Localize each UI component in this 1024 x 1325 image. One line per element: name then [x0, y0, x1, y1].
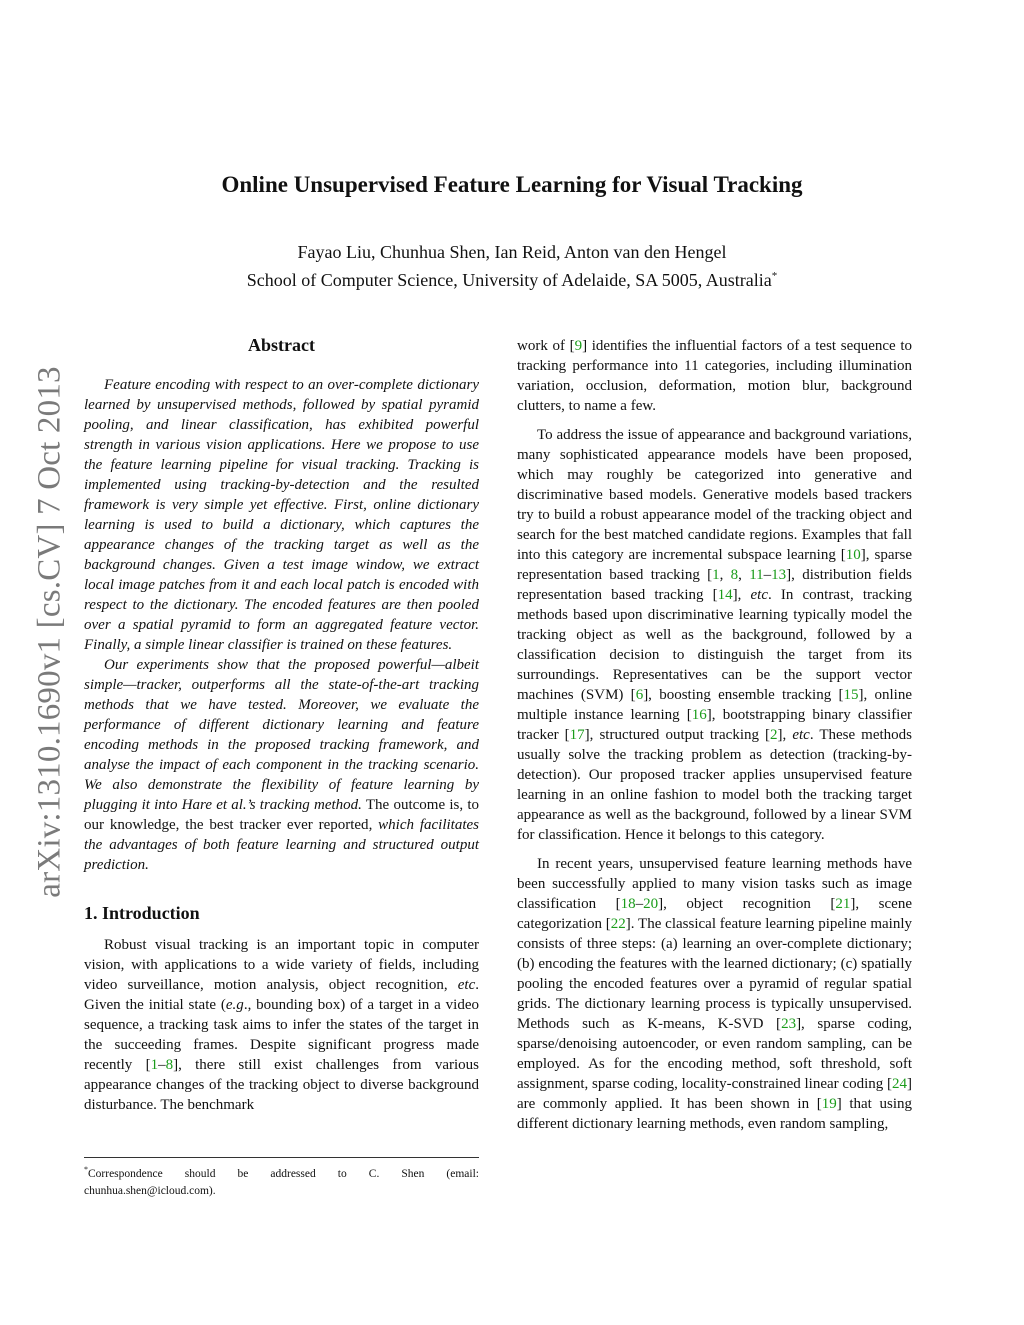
citation-link[interactable]: 18 [620, 896, 636, 912]
text-run: ] are commonly applied. It has been shown in [ [517, 1076, 912, 1112]
text-run: etc [457, 977, 476, 993]
text-run: ]. The classical feature learning pipeline mainly consists of three steps: (a) learning an over-complete dictionary; (b) encoding the features with the learned dictionary; (c) spatially pooling the encoded features over a pyramid of regular spatial grids. The dictionary learning process is typically unsupervised. Methods such as K-means, K-SVD [ [517, 916, 912, 1032]
citation-link[interactable]: 9 [574, 338, 583, 354]
text-run: ], structured output tracking [ [584, 727, 771, 743]
abstract-section [84, 333, 479, 875]
citation-link[interactable]: 24 [892, 1076, 907, 1092]
citation-link[interactable]: 13 [771, 567, 787, 583]
paper-title: Online Unsupervised Feature Learning for Visual Tracking [221, 172, 803, 197]
arxiv-stamp: arXiv:1310.1690v1 [cs.CV] 7 Oct 2013 [31, 366, 68, 898]
text-run: ], sparse coding, sparse/denoising autoencoder, or even random sampling, can be employed. As for the encoding method, soft threshold, soft assignment, sparse coding, locality-constrained linear coding [ [517, 1016, 913, 1092]
citation-link[interactable]: 16 [691, 707, 707, 723]
text-run: ], [777, 727, 793, 743]
text-run: ], bootstrapping binary classifier tracker [ [517, 707, 913, 743]
text-run: – [635, 896, 644, 912]
citation-link[interactable]: 15 [843, 687, 859, 703]
citation-link[interactable]: 2 [770, 727, 778, 743]
citation-link[interactable]: 21 [835, 896, 851, 912]
footnote [84, 1157, 479, 1200]
citation-link[interactable]: 8 [730, 567, 739, 583]
text-run: – [158, 1057, 166, 1073]
citation-link[interactable]: 10 [845, 547, 861, 563]
citation-link[interactable]: 1 [712, 567, 720, 583]
citation-link[interactable]: 11 [749, 567, 764, 583]
citation-link[interactable]: 17 [569, 727, 585, 743]
abstract-p2-text: Our experiments show that the proposed powerful—albeit simple—tracker, outperforms all the state-of-the-art tracking methods that we have tested. Moreover, we evaluate the performance of different dictionary learning and feature encoding methods in the proposed tracking framework, and analyse the impact of each component in the tracking scenario. We also demonstrate the flexibility of feature learning by plugging it into Hare et al.’s tracking method. [84, 657, 479, 813]
intro-paragraph-1 [84, 935, 479, 1115]
right-paragraph-2 [517, 425, 912, 845]
text-run: . In contrast, tracking methods based upon discriminative learning typically model the tracking object as well as the background, followed by a classification decision to distinguish the target from its surroundings. Representatives can be the support vector machines (SVM) [ [517, 587, 912, 703]
text-run: ], boosting ensemble tracking [ [643, 687, 844, 703]
citation-link[interactable]: 14 [717, 587, 733, 603]
text-run: . Given the initial state ( [84, 977, 479, 1013]
text-run: ] that using different dictionary learning methods, even random sampling, [517, 1096, 912, 1132]
right-paragraph-1 [517, 336, 912, 416]
text-run: ], object recognition [ [658, 896, 836, 912]
abstract-heading: Abstract [248, 335, 315, 355]
abstract-p2-upright: The outcome is, to our knowledge, the best tracker ever reported [84, 797, 479, 833]
right-paragraph-3 [517, 854, 912, 1134]
author-list: Fayao Liu, Chunhua Shen, Ian Reid, Anton van den Hengel [297, 242, 727, 262]
affiliation-text: School of Computer Science, University of Adelaide, SA 5005, Australia [246, 270, 772, 290]
text-run: etc [750, 587, 768, 603]
abstract-p2-end: , which facilitates the advantages of both feature learning and structured output prediction. [84, 817, 479, 873]
citation-link[interactable]: 6 [635, 687, 644, 703]
text-run: ], online multiple instance learning [ [517, 687, 912, 723]
text-run: ] identifies the influential factors of a test sequence to tracking performance into 11 categories, including illumination variation, occlusion, deformation, motion blur, background clutters, to name a few. [517, 338, 912, 414]
text-run: etc [792, 727, 810, 743]
text-run: ], distribution fields representation based tracking [ [517, 567, 912, 603]
citation-link[interactable]: 20 [643, 896, 659, 912]
footnote-text: Correspondence should be addressed to C. Shen (email: chunhua.shen@icloud.com). [84, 1167, 479, 1197]
section-heading-introduction: 1. Introduction [84, 903, 200, 923]
abstract-paragraph-2 [84, 655, 479, 875]
abstract-paragraph-1: Feature encoding with respect to an over-complete dictionary learned by unsupervised methods, followed by spatial pyramid pooling, and linear classification, has exhibited powerful strength in various vision applications. Here we propose to use the feature learning pipeline for visual tracking. Tracking is implemented using tracking-by-detection and the resulted framework is very simple yet effective. First, online dictionary learning is used to build a dictionary, which captures the appearance changes of the tracking target as well as the background changes. Given a test image window, we extract local image patches from it and each local patch is encoded with respect to the dictionary. The encoded features are then pooled over a spatial pyramid to form an aggregated feature vector. Finally, a simple linear classifier is trained on these features. [84, 377, 479, 653]
text-run: Robust visual tracking is an important topic in computer vision, with applications to a wide variety of fields, including video surveillance, motion analysis, object recognition, [84, 937, 479, 993]
affiliation [0, 264, 1024, 292]
citation-link[interactable]: 23 [781, 1016, 797, 1032]
text-run: In recent years, unsupervised feature learning methods have been successfully applied to many vision tasks such as image classification [ [517, 856, 912, 912]
text-run: ., bounding box) of a target in a video sequence, a tracking task aims to infer the states of the target in the succeeding frames. Despite significant progress made recently [ [84, 997, 479, 1073]
citation-link[interactable]: 19 [821, 1096, 837, 1112]
text-run: To address the issue of appearance and background variations, many sophisticated appearance models have been proposed, which may roughly be categorized into generative and discriminative based models. Generative models based trackers try to build a robust appearance model of the tracking object and search for the best matched candidate regions. Examples that fall into this category are incremental subspace learning [ [517, 427, 912, 563]
author-block [0, 240, 1024, 292]
text-run: ], [732, 587, 751, 603]
text-run: , [719, 567, 731, 583]
affiliation-footnote-mark: * [771, 270, 778, 282]
text-run: ], scene categorization [ [517, 896, 912, 932]
left-column [84, 333, 479, 1115]
citation-link[interactable]: 1 [150, 1057, 159, 1073]
text-run: – [763, 567, 772, 583]
citation-link[interactable]: 8 [165, 1057, 174, 1073]
citation-link[interactable]: 22 [610, 916, 626, 932]
text-run: ], there still exist challenges from various appearance changes of the tracking object to diverse background disturbance. The benchmark [84, 1057, 479, 1113]
right-column [517, 336, 912, 1143]
text-run: ], sparse representation based tracking [ [517, 547, 912, 583]
text-run: , [738, 567, 750, 583]
text-run: work of [ [517, 338, 575, 354]
footnote-mark: * [84, 1165, 88, 1174]
text-run: e.g [225, 997, 244, 1013]
text-run: . These methods usually solve the tracking problem as detection (tracking-by-detection). Our proposed tracker applies unsupervised feature learning in an online fashion to model both the tracking target appearance as well as the background, followed by a linear SVM for classification. Hence it belongs to this category. [517, 727, 913, 843]
